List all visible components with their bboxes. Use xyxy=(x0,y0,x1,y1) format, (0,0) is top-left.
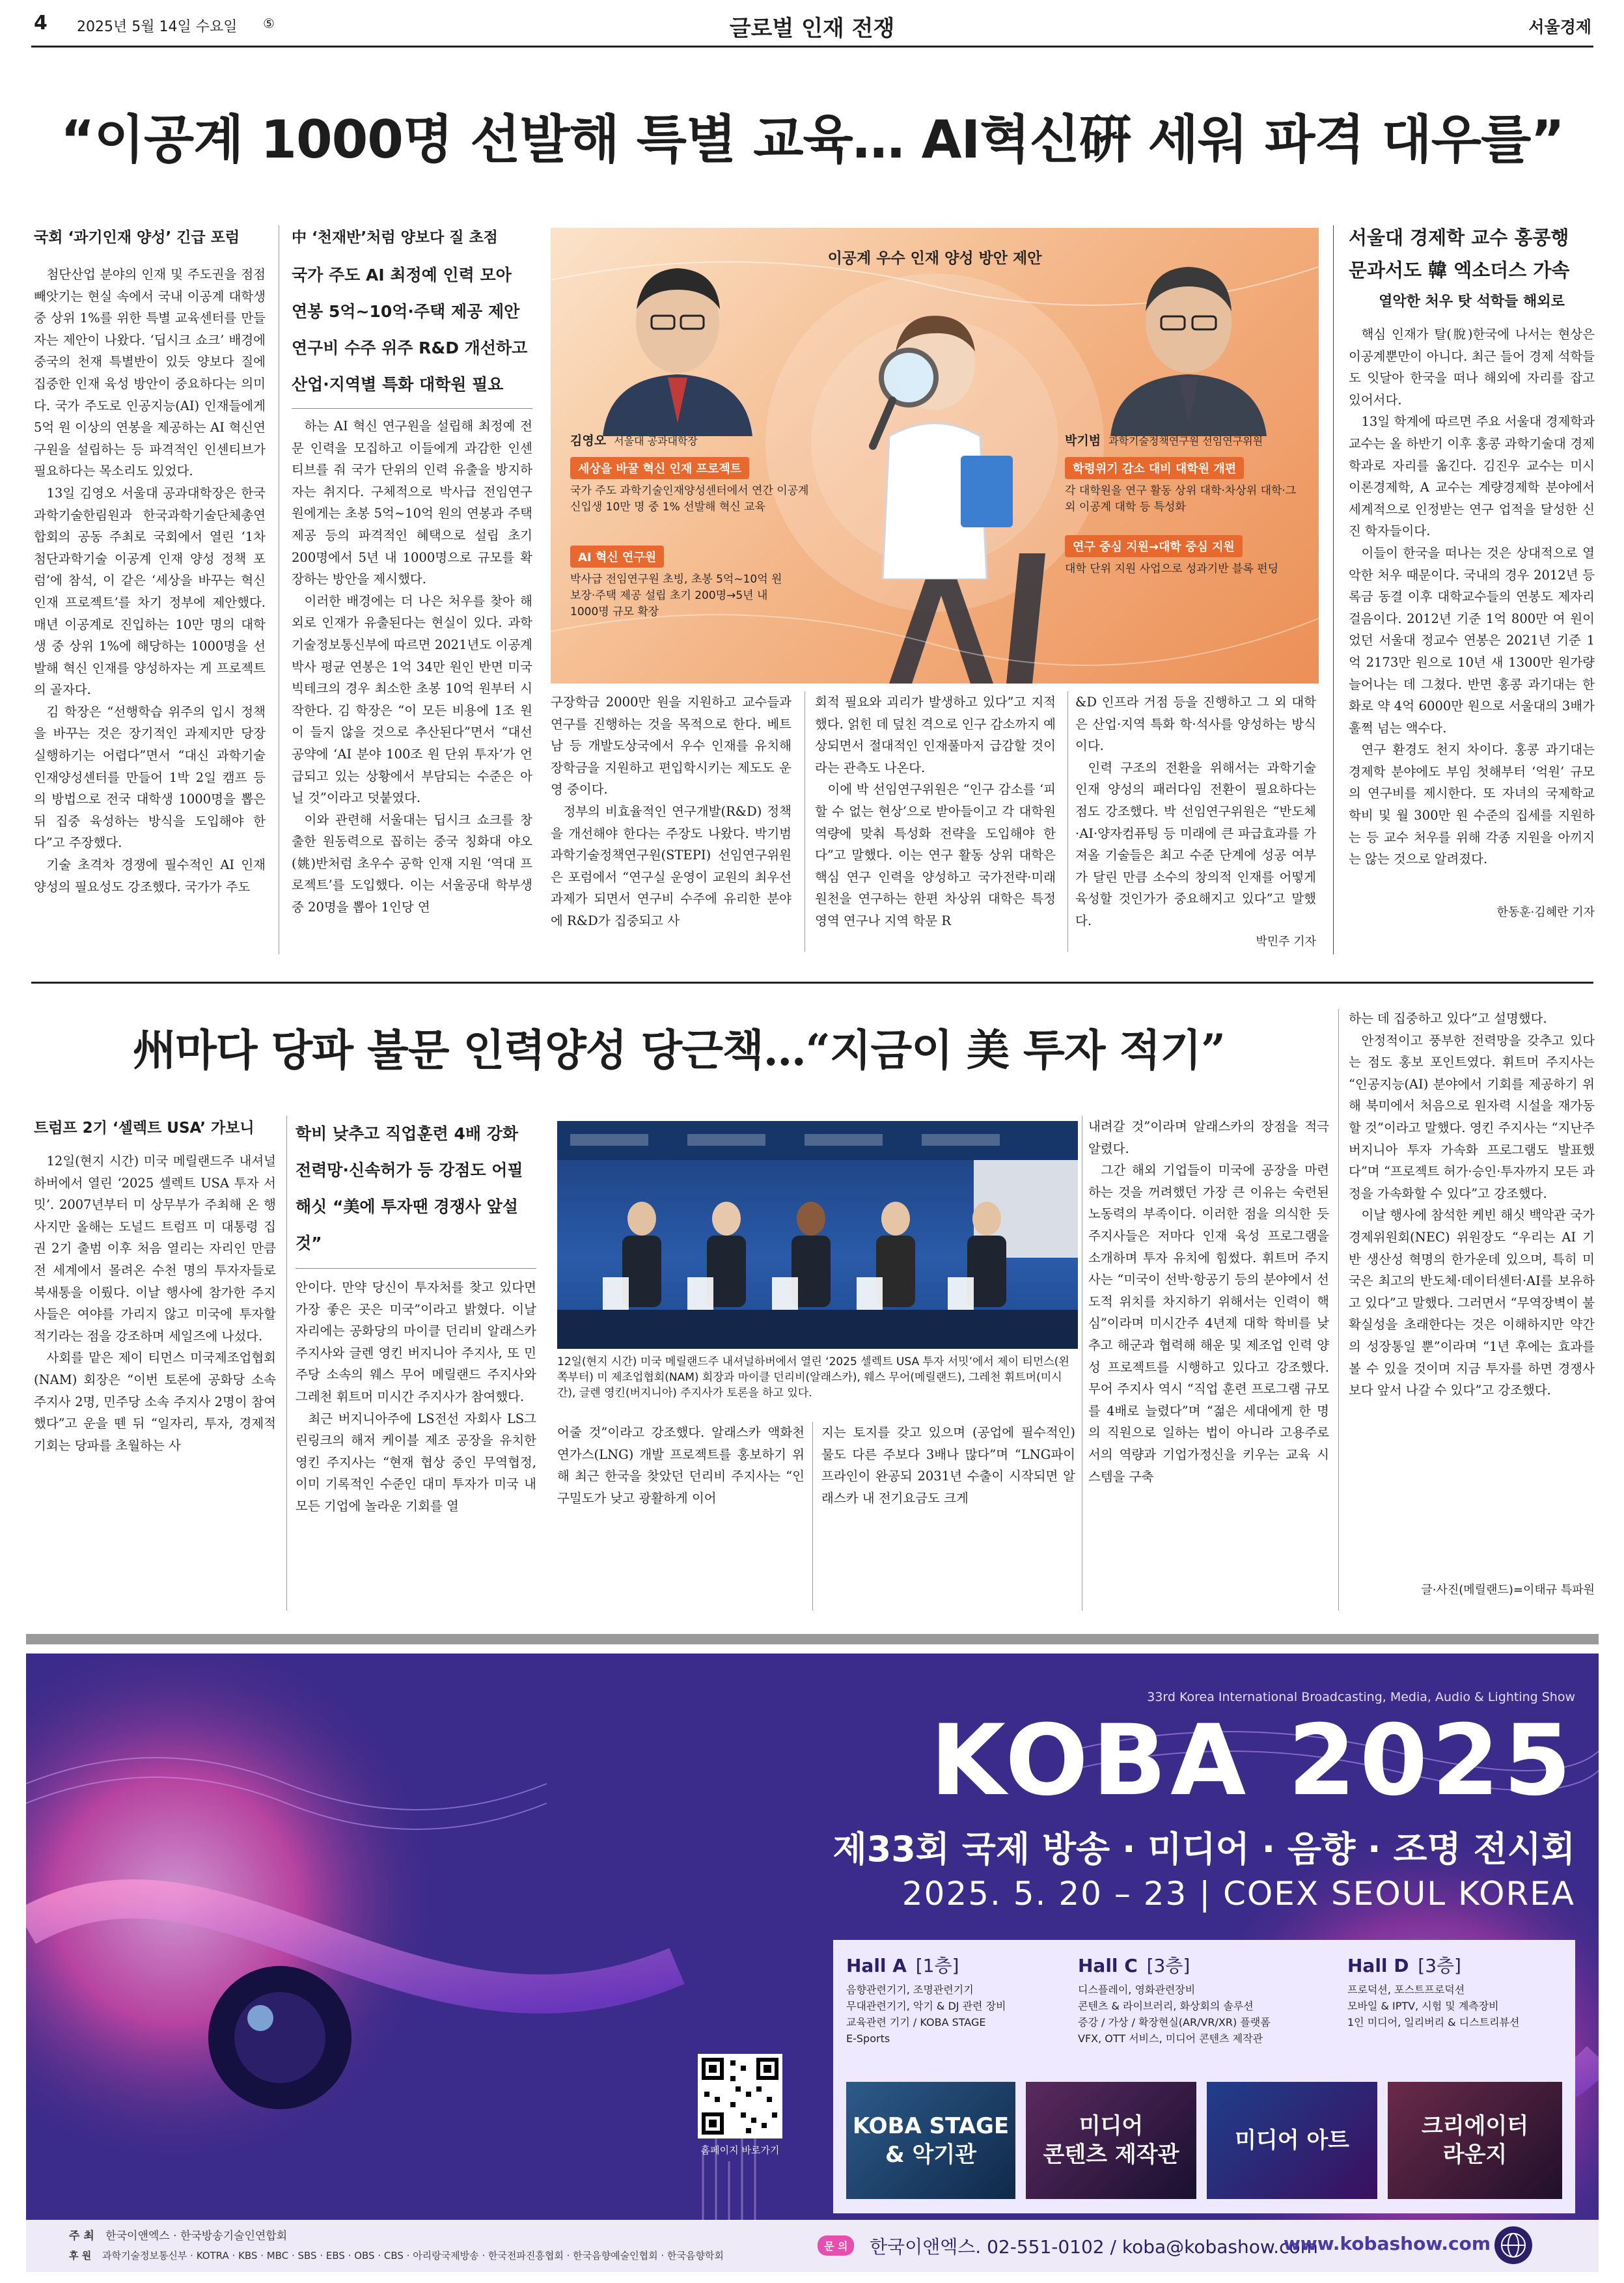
proposal-box-right-1 xyxy=(1065,457,1299,516)
host-label: 주 최 xyxy=(69,2230,94,2243)
hall-floor: [3층] xyxy=(1418,1955,1461,1976)
infographic xyxy=(551,228,1319,684)
paragraph: 안정적이고 풍부한 전력망을 갖추고 있다는 점도 홍보 포인트였다. 휘트머 주지사는 “인공지능(AI) 분야에서 기회를 제공하기 위해 북미에서 처음으로 원자력 시설을 재가동할 것”이라고 말했다. 영킨 주지사는 “지난주 버지니아 투자 가속화 프로그램도 발표했다”며 “프로젝트 허가·승인·투자까지 모든 과정을 가속화할 수 있다”고 강조했다. xyxy=(1349,1032,1595,1201)
hall-item: VFX, OTT 서비스, 미디어 콘텐츠 제작관 xyxy=(1078,2032,1263,2045)
sidebar-subhead: 열악한 처우 탓 석학들 해외로 xyxy=(1379,294,1565,310)
deck-line: 산업·지역별 특화 대학원 필요 xyxy=(292,375,504,394)
role-left: 서울대 공과대학장 xyxy=(614,435,698,447)
sponsor-text: 과학기술정보통신부 · KOTRA · KBS · MBC · SBS · EBS · OBS · CBS · 아리랑국제방송 · 한국전파진흥협회 · 한국음향예술인협회 · 한국음향학회 xyxy=(102,2250,724,2262)
hall-name: Hall A xyxy=(846,1955,907,1976)
hall-item: 프로덕션, 포스트프로덕션 xyxy=(1347,1984,1465,1996)
koba-advertisement xyxy=(26,1653,1599,2272)
tile-line: 라운지 xyxy=(1442,2142,1507,2168)
role-right: 과학기술정책연구원 선임연구위원 xyxy=(1108,435,1263,447)
box-text: 국가 주도 과학기술인재양성센터에서 연간 이공계 신입생 10만 명 중 1% 선발해 혁신 교육 xyxy=(570,484,809,514)
paragraph: 이들이 한국을 떠나는 것은 상대적으로 열악한 처우 때문이다. 국내의 경우 2012년 등록금 동결 이후 대학교수들의 연봉도 제자리걸음이다. 2012년 기준 1억 800만 여 원이었던 서울대 정교수 연봉은 2021년 기준 1억 2173만 원으로 10년 새 1300만 원가량 늘어나는 데 그쳤다. 반면 홍콩 과기대는 한화로 약 4억 6000만 원으로 서울대의 3배가 훌쩍 넘는 액수다. xyxy=(1349,545,1595,736)
paragraph: 이와 관련해 서울대는 딥시크 쇼크를 창출한 원동력으로 꼽히는 중국 칭화대 야오(姚)반처럼 초우수 공학 인재 지원 ‘역대 프로젝트’를 도입했다. 이는 서울공대 학부생 중 20명을 뽑아 1인당 연 xyxy=(292,812,532,915)
sidebar-headline-line: 서울대 경제학 교수 홍콩행 xyxy=(1349,227,1569,249)
tile-line: 크리에이터 xyxy=(1421,2113,1529,2139)
tile-koba-stage xyxy=(846,2082,1015,2199)
photo-caption: 12일(현지 시간) 미국 메릴랜드주 내셔널하버에서 열린 ‘2025 셀렉트 USA 투자 서밋’에서 제이 티먼스(왼쪽부터) 미 제조업협회(NAM) 회장과 마이클 던리비(알래스카), 웨스 무어(메릴랜드), 그레천 휘트머(미시간), 글렌 영킨(버지니아) 주지사가 토론을 하고 있다. xyxy=(557,1355,1069,1400)
proposal-box-left-2 xyxy=(570,546,791,620)
koba-brand: KOBA 2025 xyxy=(929,1704,1575,1818)
sponsor-label: 후 원 xyxy=(69,2250,92,2262)
hall-a-block xyxy=(846,1952,1067,2047)
story2-headline: 州마다 당파 불문 인력양성 당근책…“지금이 美 투자 적기” xyxy=(133,1025,1225,1075)
qr-caption: 홈페이지 바로가기 xyxy=(700,2144,780,2156)
story1-subkicker: 中 ‘천재반’처럼 양보다 질 초점 xyxy=(292,229,498,246)
story1-column-3 xyxy=(551,691,791,958)
story-separator xyxy=(31,982,1593,984)
hall-floor: [1층] xyxy=(915,1955,959,1976)
paragraph: 구장학금 2000만 원을 지원하고 교수들과 연구를 진행하는 것을 목적으로 한다. 베트남 등 개발도상국에서 우수 인재를 유치해 장학금을 지원하고 편입학시키는 제도도 운영 중이다. xyxy=(551,695,791,797)
section-title: 글로벌 인재 전쟁 xyxy=(729,16,895,42)
deck-line: 연구비 수주 위주 R&D 개선하고 xyxy=(292,339,528,357)
story2-column-1 xyxy=(34,1116,276,1617)
paragraph: 이날 행사에 참석한 케빈 해싯 백악관 국가경제위원회(NEC) 위원장도 “우리는 AI 기반 생산성 혁명의 한가운데 있으며, 특히 미국은 최고의 반도체·데이터센터·AI를 보유하고 있다”고 말했다. 그러면서 “무역장벽이 불확실성을 초래한다는 것은 이해하지만 약간의 성장통일 뿐”이라며 “1년 후에는 효과를 볼 수 있을 것이며 지금 투자를 하면 경쟁사보다 앞서 나갈 수 있다”고 강조했다. xyxy=(1349,1208,1595,1398)
hall-name: Hall D xyxy=(1347,1955,1409,1976)
host-line xyxy=(69,2226,287,2243)
paragraph: 첨단산업 분야의 인재 및 주도권을 점점 빼앗기는 현실 속에서 국내 이공계 대학생 중 상위 1%를 위한 특별 교육센터를 만들자는 제안이 나왔다. ‘딥시크 쇼크’ 배경에 중국의 천재 특별반이 있듯 양보다 질에 집중한 인재 육성 방안이 중요하다는 의미다. 국가 주도로 인공지능(AI) 인재들에게 5억 원 이상의 연봉을 제공하는 AI 혁신연구원을 설립하는 등 파격적인 인센티브가 필요하다는 목소리도 있었다. xyxy=(34,267,266,479)
hall-d-block xyxy=(1347,1952,1569,2030)
sponsor-line xyxy=(69,2248,724,2262)
ad-show-line: 33rd Korea International Broadcasting, Media, Audio & Lighting Show xyxy=(1147,1690,1575,1704)
portrait-park xyxy=(1104,254,1273,436)
paragraph: 김 학장은 “선행학습 위주의 입시 정책을 바꾸는 것은 장기적인 과제지만 당장 실행하기는 어렵다”면서 “대신 과학기술 인재양성센터를 만들어 1박 2일 캠프 등의 방법으로 전국 대학생 1000명을 뽑은 뒤 집중 육성하는 방식을 도입해야 한다”고 주장했다. xyxy=(34,704,266,851)
hall-name: Hall C xyxy=(1078,1955,1138,1976)
ad-date-venue: 2025. 5. 20 – 23 | COEX SEOUL KOREA xyxy=(901,1875,1575,1913)
paragraph: 13일 김영오 서울대 공과대학장은 한국과학기술한림원과 한국과학기술단체총연합회의 공동 주최로 국회에서 열린 ‘1차 첨단과학기술 이공계 인재 양성 정책 포럼’에 참석, 이 같은 ‘세상을 바꾸는 혁신 인재 프로젝트’를 차기 정부에 제안했다. 매년 이공계로 진입하는 10만 명의 대학생 중 상위 1%에 해당하는 1000명을 선발해 혁신 인재를 양성하자는 게 프로젝트의 골자다. xyxy=(34,485,266,698)
tile-line: 미디어 xyxy=(1079,2113,1144,2139)
hall-item: 모바일 & IPTV, 시험 및 계측장비 xyxy=(1347,2000,1499,2012)
paragraph: 회적 필요와 괴리가 발생하고 있다”고 지적했다. 얽힌 데 덮친 격으로 인구 감소까지 예상되면서 절대적인 인재풀마저 급감할 것이라는 관측도 나온다. xyxy=(815,695,1056,775)
paragraph: 내려갈 것”이라며 알래스카의 장점을 적극 알렸다. xyxy=(1088,1119,1329,1156)
box-title: 연구 중심 지원→대학 중심 지원 xyxy=(1065,535,1243,557)
box-text: 박사급 전임연구원 초빙, 초봉 5억~10억 원 보장·주택 제공 설립 초기 200명→5년 내 1000명 규모 확장 xyxy=(570,573,782,618)
scientist-illustration xyxy=(837,306,1032,579)
qr-code[interactable] xyxy=(698,2054,782,2138)
hall-item: 콘텐츠 & 라이브러리, 화상회의 솔루션 xyxy=(1078,2000,1254,2012)
paragraph: 13일 학계에 따르면 주요 서울대 경제학과 교수는 올 하반기 이후 홍콩 과학기술대 경제학과로 자리를 옮긴다. 김진우 교수는 미시 이론경제학, A 교수는 계량경제학 분야에서 세계적으로 인정받는 연구 업적을 달성한 신진 학자들이다. xyxy=(1349,414,1595,539)
hall-item: 무대관련기기, 악기 & DJ 관련 장비 xyxy=(846,2000,1006,2012)
paragraph: 이러한 배경에는 더 나은 처우를 찾아 해외로 인재가 유출된다는 현실이 있다. 과학기술정보통신부에 따르면 2021년도 이공계 박사 평균 연봉은 1억 34만 원인 반면 미국 빅테크의 경우 최소한 초봉 10억 원부터 시작한다. 김 학장은 “이 모든 비용에 1조 원이 들지 않을 것으로 추산된다”면서 “대선 공약에 ‘AI 분야 100조 원 단위 투자’가 언급되고 있는 상황에서 부담되는 수준은 아닐 것”이라고 덧붙였다. xyxy=(292,593,532,806)
paragraph: 하는 AI 혁신 연구원을 설립해 최정예 전문 인력을 모집하고 이들에게 과감한 인센티브를 줘 국가 단위의 인력 유출을 방지하자는 취지다. 구체적으로 박사급 전임연구원에게는 초봉 5억~10억 원의 연봉과 주택 제공 등의 파격적인 혜택으로 설립 초기 200명에서 5년 내 1000명으로 규모를 확장하는 방안을 제시했다. xyxy=(292,419,532,587)
publication-name: 서울경제 xyxy=(1528,18,1591,36)
hall-item: 1인 미디어, 일리버리 & 디스트리뷰션 xyxy=(1347,2016,1520,2028)
deck-line: 연봉 5억~10억·주택 제공 제안 xyxy=(292,302,520,321)
paragraph: 사회를 맡은 제이 티먼스 미국제조업협회(NAM) 회장은 “이번 토론에 공화당 소속 주지사 2명, 민주당 소속 주지사 2명이 참여했다”고 운을 뗀 뒤 “일자리, 투자, 경제적 기회는 당파를 초월하는 사 xyxy=(34,1350,276,1453)
story1-column-4 xyxy=(815,691,1056,958)
ad-footer xyxy=(26,2220,1599,2272)
proposal-box-left-1 xyxy=(570,457,818,516)
paragraph: 인력 구조의 전환을 위해서는 과학기술 인재 양성의 패러다임 전환이 필요하다는 점도 강조했다. 박 선임연구위원은 “반도체·AI·양자컴퓨팅 등 미래에 큰 파급효과를 가져올 기술들은 최고 수준 단계에 성공 여부가 달린 만큼 소수의 창의적 인재를 어떻게 육성할 것인가가 중요해지고 있다”고 말했다. xyxy=(1075,760,1316,928)
proposal-box-right-2 xyxy=(1065,535,1299,577)
masthead-rule xyxy=(31,46,1593,48)
paragraph: 그간 해외 기업들이 미국에 공장을 마련하는 것을 꺼려했던 가장 큰 이유는 숙련된 노동력의 부족이다. 이러한 점을 의식한 듯 주지사들은 저마다 인재 육성 프로그램을 소개하며 투자 유치에 힘썼다. 휘트머 주지사는 “미국이 선박·항공기 등의 분야에서 선도적 위치를 차지하기 위해서는 인력이 핵심”이라며 미시간주 4년제 대학 학비를 낮추고 해군과 협력해 해운 및 제조업 인력 양성 프로젝트를 시행하고 있다고 강조했다. 무어 주지사 역시 “직업 훈련 프로그램 규모를 4배로 늘렸다”며 “젊은 세대에게 한 명의 직원으로 일하는 법이 아니라 고용주로서의 역량과 기업가정신을 키우는 교육 시스템을 구축 xyxy=(1088,1163,1329,1484)
paragraph: 이에 박 선임연구위원은 “인구 감소를 ‘피할 수 없는 현상’으로 받아들이고 각 대학원 역량에 맞춰 특성화 전략을 도입해야 한다”고 말했다. 이는 연구 활동 상위 대학은 핵심 연구 인력을 양성하고 국가전략·미래원천을 연구하는 한편 차상위 대학은 특정 영역 연구나 지역 학문 R xyxy=(815,782,1056,928)
hall-info-panel xyxy=(833,1940,1575,2213)
issue-date: 2025년 5월 14일 수요일 xyxy=(77,19,238,35)
paragraph: &D 인프라 거점 등을 진행하고 그 외 대학은 산업·지역 특화 학·석사를 양성하는 방식이다. xyxy=(1075,695,1316,754)
inquiry-text: 한국이앤엑스. 02-551-0102 / koba@kobashow.com xyxy=(870,2236,1318,2258)
paragraph: 하는 데 집중하고 있다”고 설명했다. xyxy=(1349,1011,1547,1026)
paragraph: 정부의 비효율적인 연구개발(R&D) 정책을 개선해야 한다는 주장도 나왔다. 박기범 과학기술정책연구원(STEPI) 선임연구위원은 포럼에서 “연구실 운영이 교원의 최우선 과제가 되면서 연구비 수주에 유리한 분야에 R&D가 집중되고 사 xyxy=(551,803,791,928)
story2-column-3 xyxy=(557,1422,805,1617)
story2-deck xyxy=(296,1116,536,1269)
infographic-title: 이공계 우수 인재 양성 방안 제안 xyxy=(827,250,1042,267)
name-tag-right xyxy=(1065,431,1263,449)
paragraph: 지는 토지를 갖고 있으며 (공업에 필수적인) 물도 다른 주보다 3배나 많다”며 “LNG파이프라인이 완공되 2031년 수출이 시작되면 알래스카 내 전기요금도 크게 xyxy=(821,1425,1075,1506)
story2-column-6 xyxy=(1349,1008,1595,1620)
tile-media-content xyxy=(1026,2082,1196,2199)
edition-mark: ⑤ xyxy=(263,16,275,31)
summit-photo xyxy=(557,1121,1078,1349)
box-title: 학령위기 감소 대비 대학원 개편 xyxy=(1065,457,1244,479)
story2-column-2 xyxy=(296,1116,536,1617)
paragraph: 12일(현지 시간) 미국 메릴랜드주 내셔널하버에서 열린 ‘2025 셀렉트 USA 투자 서밋’. 2007년부터 미 상무부가 주최해 온 행사지만 올해는 도널드 트럼프 미 대통령 집권 2기 출범 이후 처음 열리는 자리인 만큼 전 세계에서 몰려온 수천 명의 투자자들로 북새통을 이뤘다. 이날 행사에 참가한 주지사들은 여야를 가리지 않고 미국에 투자할 적기라는 점을 강조하며 세일즈에 나섰다. xyxy=(34,1154,276,1344)
website-link[interactable]: www.kobashow.com xyxy=(1284,2233,1491,2254)
sidebar-story xyxy=(1349,221,1595,957)
byline: 박민주 기자 xyxy=(1256,935,1316,948)
hall-c-block xyxy=(1078,1952,1338,2047)
column-divider xyxy=(286,1116,287,1611)
name-right: 박기범 xyxy=(1065,434,1101,448)
paragraph: 안이다. 만약 당신이 투자처를 찾고 있다면 가장 좋은 곳은 미국”이라고 밝혔다. 이날 자리에는 공화당의 마이클 던리비 알래스카 주지사와 글렌 영킨 버지니아 주지사, 또 민주당 소속의 웨스 무어 메릴랜드 주지사와 그레천 휘트머 미시간 주지사가 참여했다. xyxy=(296,1280,536,1404)
globe-icon xyxy=(1494,2226,1532,2264)
deck-line: 학비 낮추고 직업훈련 4배 강화 xyxy=(296,1124,519,1143)
box-title: 세상을 바꿀 혁신 인재 프로젝트 xyxy=(570,457,749,479)
deck-line: 국가 주도 AI 최정예 인력 모아 xyxy=(292,266,512,284)
box-title: AI 혁신 연구원 xyxy=(570,546,664,568)
deck-line: 해싯 “美에 투자땐 경쟁사 앞설것” xyxy=(296,1197,518,1252)
paragraph: 최근 버지니아주에 LS전선 자회사 LS그린링크의 해저 케이블 제조 공장을 유치한 영킨 주지사는 “현재 협상 중인 무역협정, 이미 기록적인 수준인 대미 투자가 미국 내 모든 기업에 놀라운 기회를 열 xyxy=(296,1411,536,1514)
story1-headline: “이공계 1000명 선발해 특별 교육… AI혁신硏 세워 파격 대우를” xyxy=(61,109,1564,170)
byline: 글·사진(메릴랜드)=이태규 특파원 xyxy=(1421,1583,1595,1597)
story1-kicker: 국회 ‘과기인재 양성’ 긴급 포럼 xyxy=(34,229,240,246)
hall-item: E-Sports xyxy=(846,2032,890,2045)
tile-line: 콘텐츠 제작관 xyxy=(1043,2142,1179,2168)
page-number: 4 xyxy=(34,12,48,35)
column-divider xyxy=(1338,1009,1339,1611)
host-text: 한국이앤엑스 · 한국방송기술인연합회 xyxy=(105,2230,288,2243)
paragraph: 핵심 인재가 탈(脫)한국에 나서는 현상은 이공계뿐만이 아니다. 최근 들어 경제 석학들도 잇달아 한국을 떠나 해외에 자리를 잡고 있어서다. xyxy=(1349,327,1595,408)
column-divider xyxy=(1067,691,1068,952)
hall-floor: [3층] xyxy=(1146,1955,1190,1976)
qr-pattern xyxy=(702,2058,778,2135)
name-left: 김영오 xyxy=(570,434,607,448)
inquiry-label: 문 의 xyxy=(818,2235,854,2256)
tile-line: KOBA STAGE xyxy=(852,2113,1010,2139)
ad-separator-band xyxy=(26,1634,1599,1644)
story1-column-1 xyxy=(34,225,266,954)
story2-kicker: 트럼프 2기 ‘셀렉트 USA’ 가보니 xyxy=(34,1120,255,1137)
story2-column-4 xyxy=(821,1422,1075,1617)
paragraph: 기술 초격차 경쟁에 필수적인 AI 인재 양성의 필요성도 강조했다. 국가가 주도 xyxy=(34,857,266,894)
paragraph: 연구 환경도 천지 차이다. 홍콩 과기대는 경제학 분야에도 부임 첫해부터 ‘억원’ 규모의 연구비를 제시한다. 또 자녀의 국제학교 학비 및 월 300만 원 수준의 집세를 지원하는 등 교수 처우를 위해 각종 지원을 아끼지는 않는 것으로 알려졌다. xyxy=(1349,742,1595,867)
box-text: 각 대학원을 연구 활동 상위 대학·차상위 대학·그 외 이공계 대학 등 특성화 xyxy=(1065,484,1297,514)
name-tag-left xyxy=(570,431,698,449)
paragraph: 어줄 것”이라고 강조했다. 알래스카 액화천연가스(LNG) 개발 프로젝트를 홍보하기 위해 최근 한국을 찾았던 던리비 주지사는 “인구밀도가 낮고 광활하게 이어 xyxy=(557,1425,805,1506)
tile-line: 미디어 아트 xyxy=(1234,2127,1350,2153)
summit-photo-scene xyxy=(557,1121,1078,1349)
story2-column-5 xyxy=(1088,1116,1329,1617)
tile-line: & 악기관 xyxy=(885,2142,977,2168)
hall-item: 음향관련기기, 조명관련기기 xyxy=(846,1984,974,1996)
story1-deck xyxy=(292,257,532,409)
deck-line: 전력망·신속허가 등 강점도 어필 xyxy=(296,1161,523,1180)
hall-item: 교육관련 기기 / KOBA STAGE xyxy=(846,2016,986,2028)
ad-korean-title: 제33회 국제 방송 · 미디어 · 음향 · 조명 전시회 xyxy=(833,1829,1575,1870)
tile-creator-lounge xyxy=(1388,2082,1562,2199)
hall-item: 증강 / 가상 / 확장현실(AR/VR/XR) 플랫폼 xyxy=(1078,2016,1271,2028)
tile-media-art xyxy=(1207,2082,1377,2199)
column-divider xyxy=(812,1422,813,1611)
story1-column-5 xyxy=(1075,691,1316,958)
sidebar-divider xyxy=(1333,225,1334,954)
story1-column-2 xyxy=(292,225,532,954)
hall-item: 디스플레이, 영화관련장비 xyxy=(1078,1984,1196,1996)
box-text: 대학 단위 지원 사업으로 성과기반 블록 펀딩 xyxy=(1065,562,1279,575)
portrait-kim xyxy=(596,254,759,436)
sidebar-headline-line: 문과서도 韓 엑소더스 가속 xyxy=(1349,259,1570,281)
byline: 한동훈·김혜란 기자 xyxy=(1496,906,1595,919)
